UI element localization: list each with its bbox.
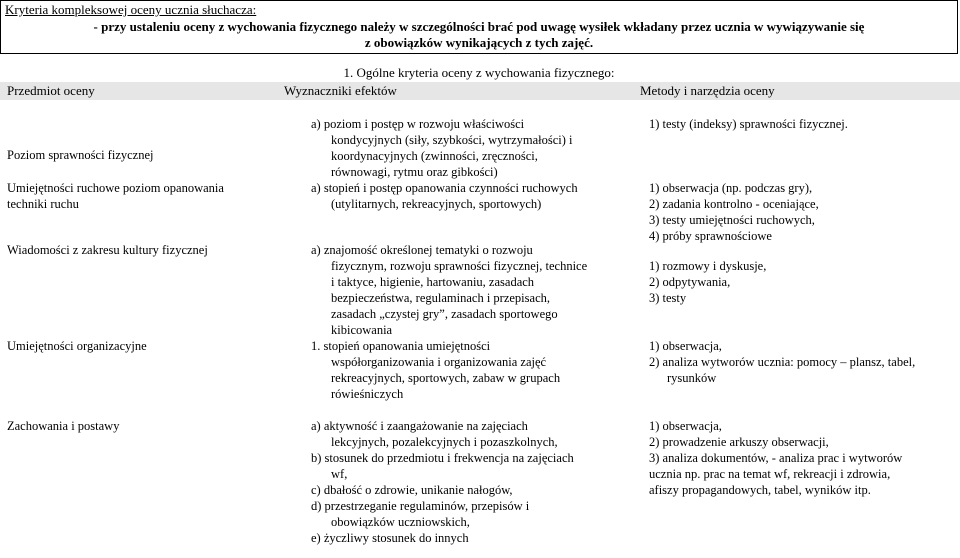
row-4-indicator-line: rekreacyjnych, sportowych, zabaw w grupach <box>331 371 561 385</box>
row-3-method-line: 1) rozmowy i dyskusje, <box>649 259 767 273</box>
row-5-indicator-line: wf, <box>331 467 348 481</box>
row-2-indicator-line: a) stopień i postęp opanowania czynności ruchowych <box>311 181 578 195</box>
column-header-band <box>0 82 960 100</box>
row-3-indicator-line: kibicowania <box>331 323 393 337</box>
intro-line-a: - przy ustaleniu oceny z wychowania fizycznego należy w szczególności brać pod uwagę wysiłek wkładany przez ucznia w wywiązywanie się <box>93 19 865 34</box>
row-1-indicator-line: kondycyjnych (siły, szybkości, wytrzymałości) i <box>331 133 573 147</box>
row-5-method-line: 2) prowadzenie arkuszy obserwacji, <box>649 435 829 449</box>
row-3-indicator-line: bezpieczeństwa, regulaminach i przepisach, <box>331 291 550 305</box>
row-1-indicator-line: koordynacyjnych (zwinności, zręczności, <box>331 149 538 163</box>
row-2-method-line: 1) obserwacja (np. podczas gry), <box>649 181 813 195</box>
row-2-indicator-line: (utylitarnych, rekreacyjnych, sportowych) <box>331 197 542 211</box>
row-3-indicator-line: i taktyce, higienie, hartowaniu, zasadach <box>331 275 535 289</box>
section-title: 1. Ogólne kryteria oceny z wychowania fizycznego: <box>343 65 615 80</box>
row-2-method-line: 4) próby sprawnościowe <box>649 229 772 243</box>
column-header-indicators: Wyznaczniki efektów <box>284 83 397 98</box>
row-5-method-line: 3) analiza dokumentów, - analiza prac i wytworów <box>649 451 903 465</box>
intro-line-b: z obowiązków wynikających z tych zajęć. <box>364 35 594 50</box>
row-4-method-line: 1) obserwacja, <box>649 339 722 353</box>
row-2-subject-line: techniki ruchu <box>7 197 79 211</box>
row-5-indicator-line: b) stosunek do przedmiotu i frekwencja na zajęciach <box>311 451 574 465</box>
row-3-indicator-line: a) znajomość określonej tematyki o rozwoju <box>311 243 533 257</box>
column-header-subject: Przedmiot oceny <box>7 83 95 98</box>
row-5-indicator-line: lekcyjnych, pozalekcyjnych i pozaszkolnych, <box>331 435 558 449</box>
row-3-indicator-line: fizycznym, rozwoju sprawności fizycznej, technice <box>331 259 588 273</box>
column-header-methods: Metody i narzędzia oceny <box>640 83 775 98</box>
row-1-method-line: 1) testy (indeksy) sprawności fizycznej. <box>649 117 848 131</box>
row-1-indicator-line: a) poziom i postęp w rozwoju właściwości <box>311 117 525 131</box>
row-4-indicator-line: 1. stopień opanowania umiejętności <box>311 339 491 353</box>
row-3-indicator-line: zasadach „czystej gry”, zasadach sportowego <box>331 307 558 321</box>
row-2-subject-line: Umiejętności ruchowe poziom opanowania <box>7 181 224 195</box>
row-1-subject: Poziom sprawności fizycznej <box>7 148 154 162</box>
row-5-subject: Zachowania i postawy <box>7 419 120 433</box>
row-4-indicator-line: współorganizowania i organizowania zajęć <box>331 355 547 369</box>
row-5-indicator-line: a) aktywność i zaangażowanie na zajęciach <box>311 419 528 433</box>
row-5-method-line: 1) obserwacja, <box>649 419 722 433</box>
row-5-indicator-line: obowiązków uczniowskich, <box>331 515 470 529</box>
intro-text <box>0 19 958 51</box>
row-4-indicator-line: rówieśniczych <box>331 387 404 401</box>
row-4-method-line: 2) analiza wytworów ucznia: pomocy – plansz, tabel, <box>649 355 916 369</box>
row-3-subject: Wiadomości z zakresu kultury fizycznej <box>7 243 208 257</box>
row-3-method-line: 2) odpytywania, <box>649 275 731 289</box>
row-2-method-line: 2) zadania kontrolno - oceniające, <box>649 197 819 211</box>
row-5-method-line: afiszy propagandowych, tabel, wyników itp. <box>649 483 871 497</box>
row-4-method-line: rysunków <box>667 371 717 385</box>
row-4-subject: Umiejętności organizacyjne <box>7 339 147 353</box>
doc-heading: Kryteria kompleksowej oceny ucznia słuchacza: <box>5 2 257 17</box>
row-5-indicator-line: e) życzliwy stosunek do innych <box>311 531 469 545</box>
row-2-method-line: 3) testy umiejętności ruchowych, <box>649 213 815 227</box>
row-3-method-line: 3) testy <box>649 291 687 305</box>
row-1-indicator-line: równowagi, rytmu oraz gibkości) <box>331 165 498 179</box>
row-5-indicator-line: d) przestrzeganie regulaminów, przepisów i <box>311 499 530 513</box>
row-5-indicator-line: c) dbałość o zdrowie, unikanie nałogów, <box>311 483 513 497</box>
row-5-method-line: ucznia np. prac na temat wf, rekreacji i zdrowia, <box>649 467 891 481</box>
